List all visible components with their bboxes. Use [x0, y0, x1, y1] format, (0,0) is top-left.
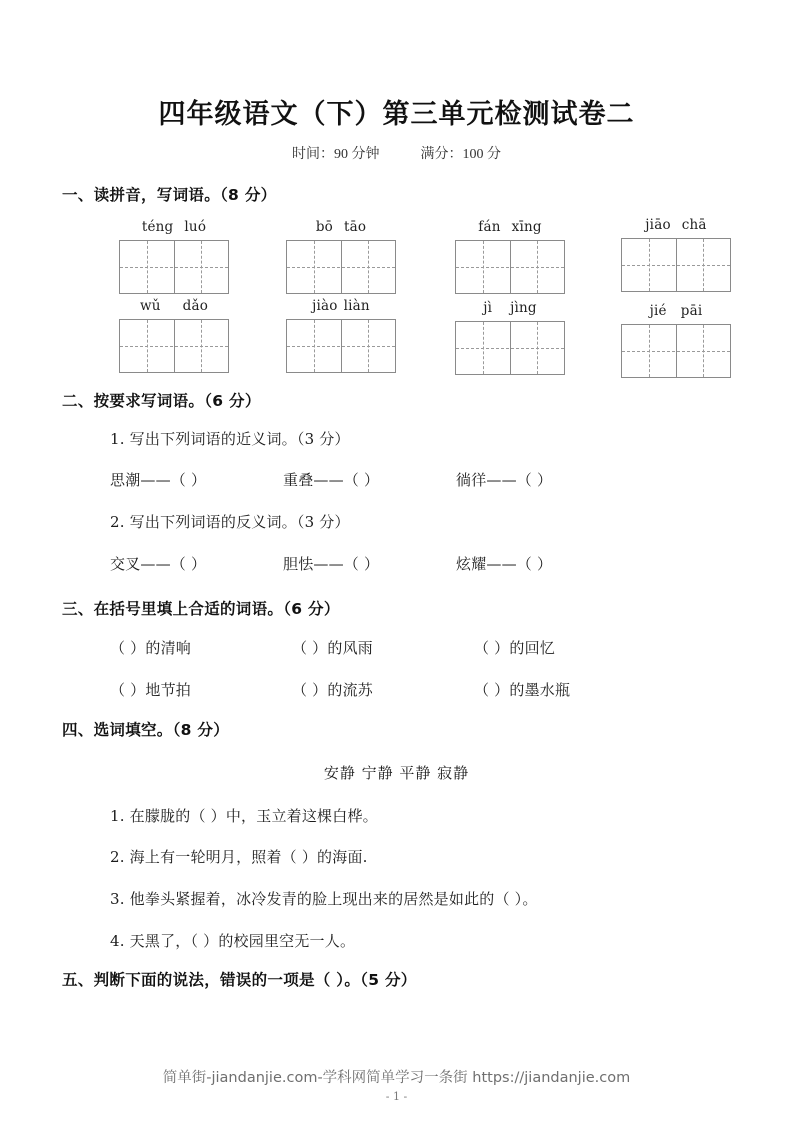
collocation-item-6[interactable]: （ ）的墨水瓶: [474, 681, 571, 699]
grid-horizontal-dash: [287, 267, 395, 268]
grid-vertical-dash-right: [201, 320, 202, 372]
collocation-item-3[interactable]: （ ）的回忆: [474, 639, 555, 657]
section-four-heading: 四、选词填空。（8 分）: [62, 721, 230, 739]
pinyin-label-3: fán xīng: [478, 219, 542, 235]
grid-horizontal-dash: [622, 265, 730, 266]
pinyin-group-2: [265, 218, 417, 294]
antonym-item-1[interactable]: 交叉——（ ）: [110, 555, 207, 573]
pinyin-label-5: wǔ dǎo: [139, 298, 209, 314]
footer-source: 简单街-jiandanjie.com-学科网简单学习一条街 https://jiandanjie.com: [162, 1070, 631, 1086]
grid-vertical-dash-left: [314, 241, 315, 293]
word-bank: 安静 宁静 平静 寂静: [323, 764, 470, 782]
pinyin-label-4: jiāo chā: [645, 217, 707, 233]
collocation-row-1: [110, 637, 656, 658]
section-two-heading: 二、按要求写词语。（6 分）: [62, 392, 261, 410]
grid-vertical-dash-right: [703, 239, 704, 291]
grid-vertical-dash-right: [703, 325, 704, 377]
pinyin-group-3: [434, 218, 586, 294]
antonym-item-3[interactable]: 炫耀——（ ）: [456, 555, 553, 573]
section-two-q1-prompt: 1. 写出下列词语的近义词。（3 分）: [110, 430, 350, 448]
tianzige-box-7[interactable]: [455, 321, 565, 375]
collocation-item-2[interactable]: （ ）的风雨: [292, 639, 373, 657]
exam-meta-line: [0, 143, 793, 163]
pinyin-group-4: [600, 216, 752, 292]
tianzige-box-1[interactable]: [119, 240, 229, 294]
antonym-item-2[interactable]: 胆怯——（ ）: [283, 555, 380, 573]
section-four-question-2[interactable]: 2. 海上有一轮明月，照着（ ）的海面.: [110, 848, 368, 866]
grid-vertical-dash-left: [649, 325, 650, 377]
grid-vertical-dash-left: [483, 322, 484, 374]
grid-vertical-dash-left: [147, 320, 148, 372]
collocation-item-1[interactable]: （ ）的清响: [110, 639, 191, 657]
time-limit-label: 时间：90 分钟: [292, 147, 380, 162]
pinyin-label-2: bō tāo: [315, 219, 367, 235]
grid-horizontal-dash: [456, 348, 564, 349]
grid-vertical-dash-right: [537, 322, 538, 374]
grid-horizontal-dash: [622, 351, 730, 352]
grid-horizontal-dash: [120, 267, 228, 268]
section-two-q2-prompt: 2. 写出下列词语的反义词。（3 分）: [110, 513, 350, 531]
footer-page-number: - 1 -: [385, 1090, 408, 1103]
pinyin-label-7: jì jìng: [483, 300, 537, 316]
synonym-row: [110, 469, 629, 490]
tianzige-box-3[interactable]: [455, 240, 565, 294]
pinyin-label-6: jiào liàn: [312, 298, 370, 314]
synonym-item-1[interactable]: 思潮——（ ）: [110, 471, 207, 489]
collocation-item-4[interactable]: （ ）地节拍: [110, 681, 191, 699]
grid-vertical-dash-right: [368, 320, 369, 372]
synonym-item-3[interactable]: 徜徉——（ ）: [456, 471, 553, 489]
pinyin-group-6: [265, 297, 417, 373]
section-one-heading: 一、读拼音，写词语。（8 分）: [62, 186, 277, 204]
antonym-row: [110, 553, 629, 574]
grid-vertical-dash-right: [368, 241, 369, 293]
page-title: 四年级语文（下）第三单元检测试卷二: [158, 99, 635, 130]
section-five-heading: 五、判断下面的说法，错误的一项是（ ）。（5 分）: [62, 971, 417, 989]
tianzige-box-5[interactable]: [119, 319, 229, 373]
collocation-row-2: [110, 679, 656, 700]
pinyin-label-1: téng luó: [141, 219, 207, 235]
tianzige-box-2[interactable]: [286, 240, 396, 294]
pinyin-group-1: [98, 218, 250, 294]
section-four-question-3[interactable]: 3. 他拳头紧握着，冰冷发青的脸上现出来的居然是如此的（ ）。: [110, 890, 538, 908]
grid-vertical-dash-left: [483, 241, 484, 293]
section-four-question-1[interactable]: 1. 在朦胧的（ ）中，玉立着这棵白桦。: [110, 807, 378, 825]
pinyin-group-5: [98, 297, 250, 373]
pinyin-label-8: jié pāi: [649, 303, 703, 319]
total-score-label: 满分：100 分: [420, 147, 501, 162]
grid-vertical-dash-left: [147, 241, 148, 293]
grid-vertical-dash-right: [201, 241, 202, 293]
grid-horizontal-dash: [120, 346, 228, 347]
pinyin-group-7: [434, 299, 586, 375]
synonym-item-2[interactable]: 重叠——（ ）: [283, 471, 380, 489]
tianzige-box-6[interactable]: [286, 319, 396, 373]
section-three-heading: 三、在括号里填上合适的词语。（6 分）: [62, 600, 340, 618]
pinyin-group-8: [600, 302, 752, 378]
grid-vertical-dash-left: [649, 239, 650, 291]
section-four-question-4[interactable]: 4. 天黑了，（ ）的校园里空无一人。: [110, 932, 356, 950]
tianzige-box-8[interactable]: [621, 324, 731, 378]
grid-horizontal-dash: [287, 346, 395, 347]
grid-horizontal-dash: [456, 267, 564, 268]
tianzige-box-4[interactable]: [621, 238, 731, 292]
collocation-item-5[interactable]: （ ）的流苏: [292, 681, 373, 699]
grid-vertical-dash-right: [537, 241, 538, 293]
grid-vertical-dash-left: [314, 320, 315, 372]
